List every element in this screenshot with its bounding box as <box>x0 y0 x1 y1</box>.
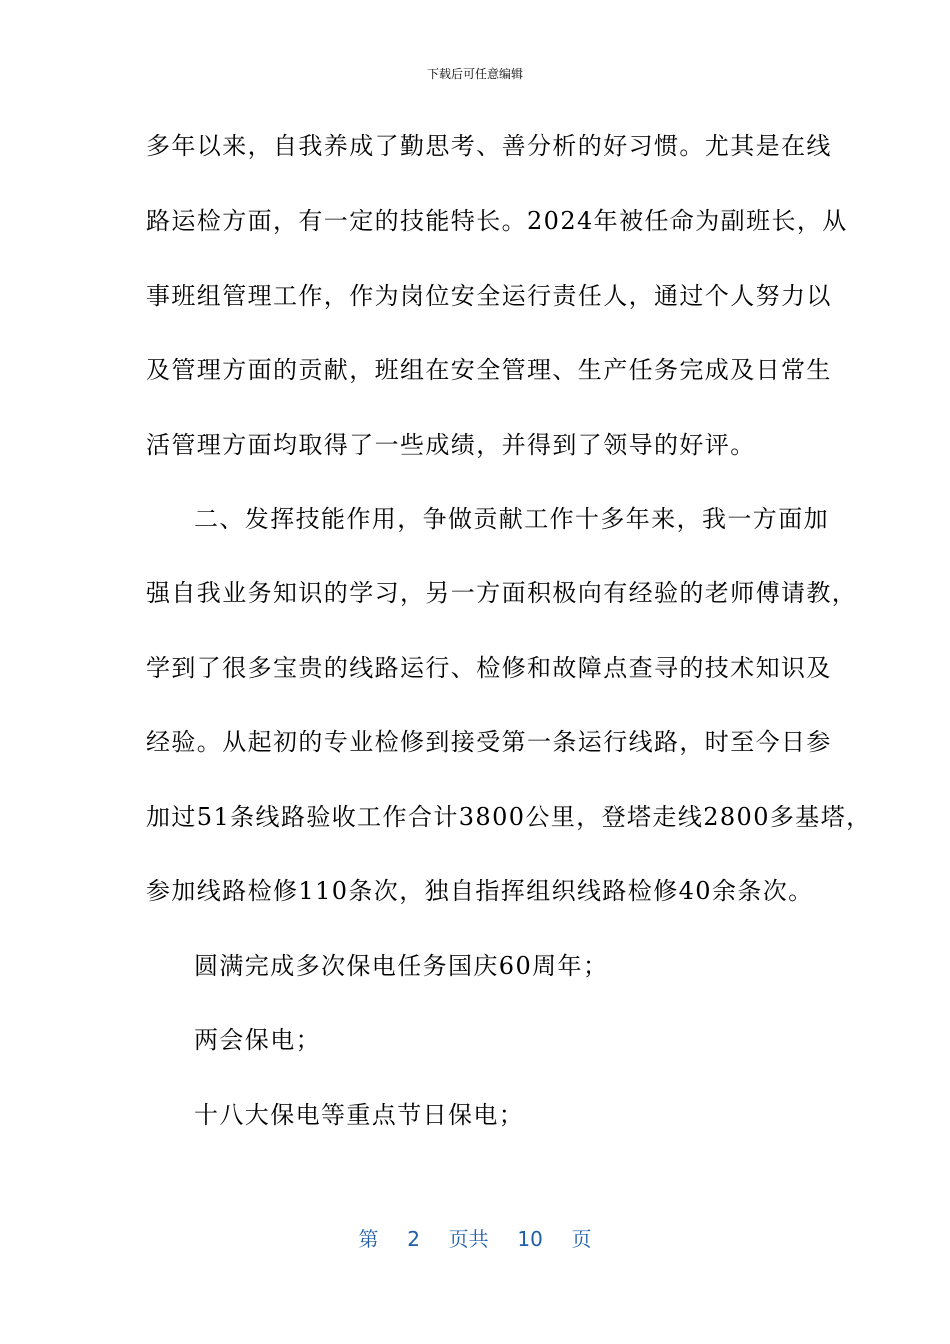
footer-suffix: 页 <box>571 1227 592 1251</box>
footer-prefix: 第 <box>358 1227 379 1251</box>
body-line-4: 及管理方面的贡献，班组在安全管理、生产任务完成及日常生 <box>146 356 832 384</box>
body-line-5: 活管理方面均取得了一些成绩，并得到了领导的好评。 <box>146 431 756 459</box>
body-line-7: 强自我业务知识的学习，另一方面积极向有经验的老师傅请教， <box>146 579 858 607</box>
body-line-13: 两会保电； <box>194 1026 321 1054</box>
body-line-10: 加过51条线路验收工作合计3800公里，登塔走线2800多基塔， <box>146 803 872 831</box>
footer-middle: 页共 <box>448 1227 489 1251</box>
body-line-3: 事班组管理工作，作为岗位安全运行责任人，通过个人努力以 <box>146 282 832 310</box>
body-line-9: 经验。从起初的专业检修到接受第一条运行线路，时至今日参 <box>146 728 832 756</box>
body-line-1: 多年以来，自我养成了勤思考、善分析的好习惯。尤其是在线 <box>146 132 832 160</box>
body-line-12: 圆满完成多次保电任务国庆60周年； <box>194 952 609 980</box>
page-header-note: 下载后可任意编辑 <box>426 67 523 81</box>
body-line-11: 参加线路检修110条次，独自指挥组织线路检修40余条次。 <box>146 877 814 905</box>
body-line-2: 路运检方面，有一定的技能特长。2024年被任命为副班长，从 <box>146 207 848 235</box>
body-line-14: 十八大保电等重点节日保电； <box>194 1101 525 1129</box>
footer-total-pages: 10 <box>517 1227 543 1251</box>
page-number-footer <box>0 1226 950 1252</box>
footer-current-page: 2 <box>407 1227 420 1251</box>
body-line-6: 二、发挥技能作用，争做贡献工作十多年来，我一方面加 <box>194 505 829 533</box>
body-line-8: 学到了很多宝贵的线路运行、检修和故障点查寻的技术知识及 <box>146 654 832 682</box>
